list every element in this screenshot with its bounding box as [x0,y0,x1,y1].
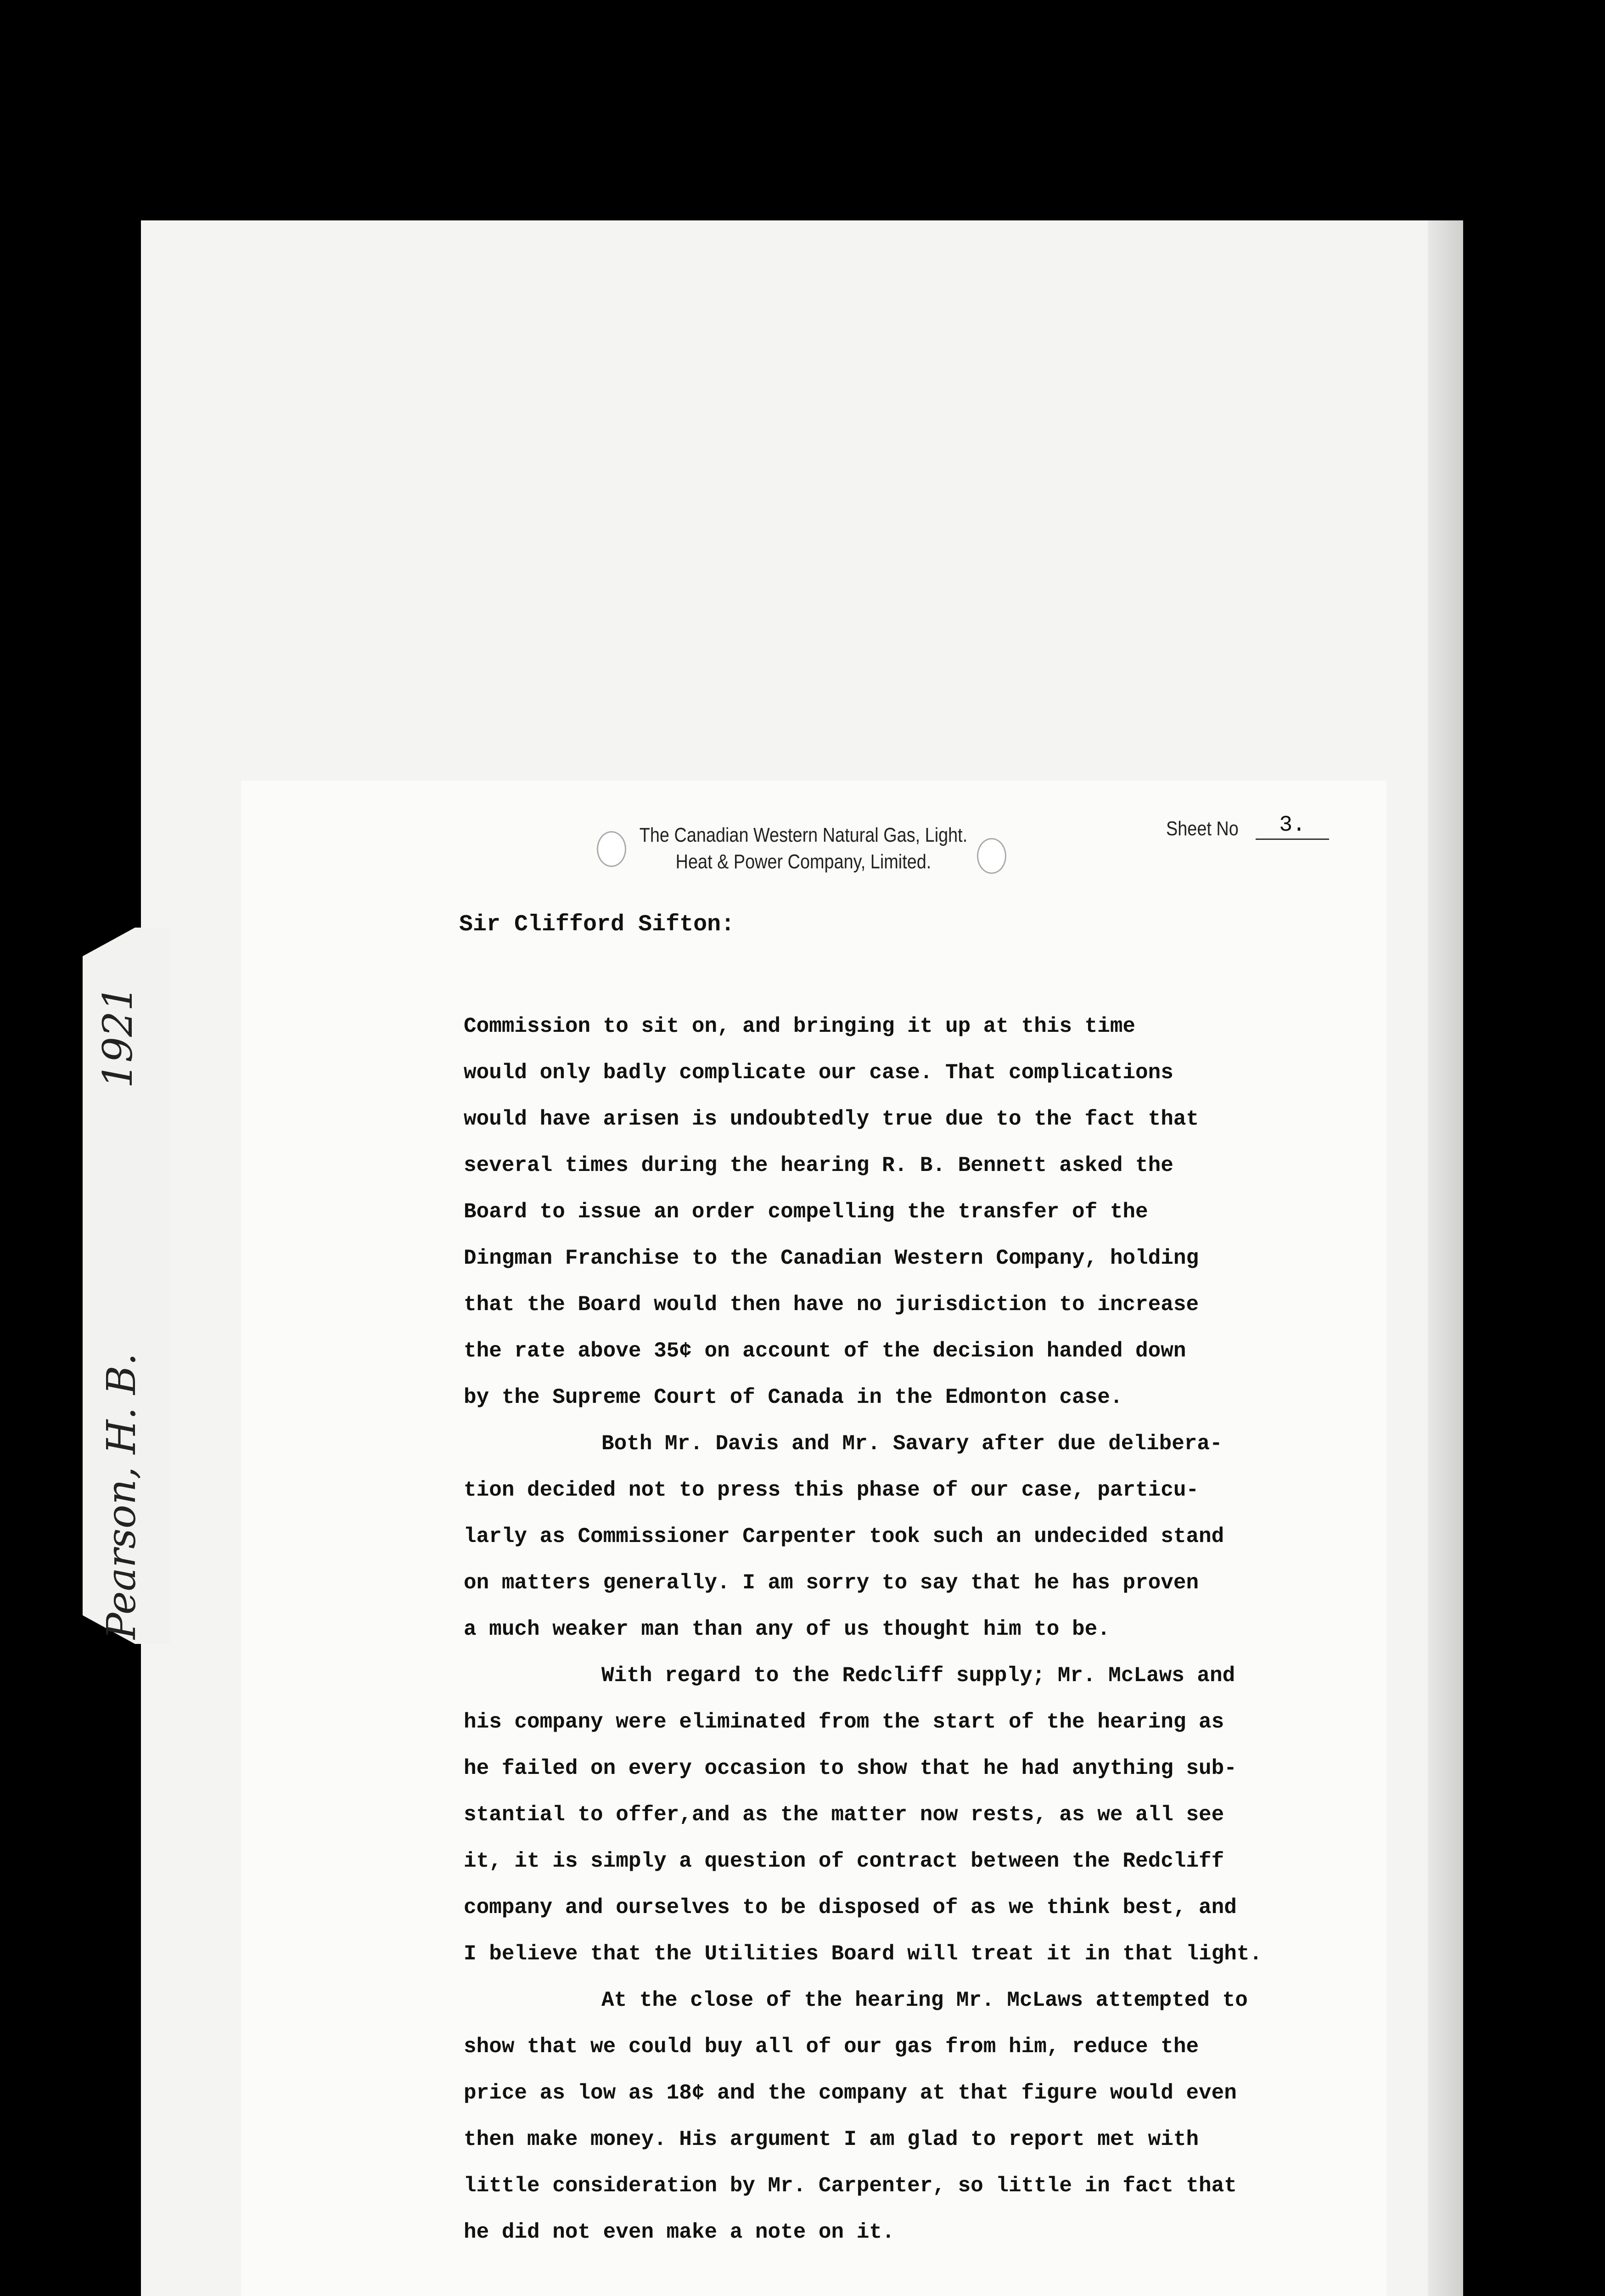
letter-line: that the Board would then have no jurisdiction to increase [464,1293,1199,1317]
letter-line: stantial to offer,and as the matter now rests, as we all see [464,1803,1224,1827]
letter-line: it, it is simply a question of contract between the Redcliff [464,1849,1224,1873]
letter-line: price as low as 18¢ and the company at that figure would even [464,2081,1237,2105]
letter-line: his company were eliminated from the start of the hearing as [464,1710,1224,1734]
margin-note-year: 1921 [94,985,141,1088]
letter-line: Commission to sit on, and bringing it up at this time [464,1014,1136,1038]
letter-line: on matters generally. I am sorry to say that he has proven [464,1571,1199,1595]
margin-note-name: Pearson, H. B. [99,1353,145,1639]
letter-body [464,1003,1364,2256]
letter-line: he did not even make a note on it. [464,2220,895,2244]
letterhead [626,822,981,875]
punch-hole-right [977,838,1006,874]
letter-line: would have arisen is undoubtedly true due to the fact that [464,1107,1199,1131]
letter-line: Dingman Franchise to the Canadian Western Company, holding [464,1246,1199,1270]
letter-line: Board to issue an order compelling the transfer of the [464,1200,1148,1224]
sheet-number-label: Sheet No [1166,817,1239,840]
letter-line: then make money. His argument I am glad to report met with [464,2127,1199,2151]
company-name-line-2: Heat & Power Company, Limited. [675,850,932,873]
letter-line: would only badly complicate our case. That complications [464,1061,1173,1085]
letter-line: little consideration by Mr. Carpenter, so little in fact that [464,2174,1237,2198]
letter-line: a much weaker man than any of us thought him to be. [464,1617,1110,1641]
letter-line: With regard to the Redcliff supply; Mr. McLaws and [601,1664,1235,1688]
salutation: Sir Clifford Sifton: [459,912,735,938]
letter-line: he failed on every occasion to show that he had anything sub- [464,1756,1237,1780]
letter-line: Both Mr. Davis and Mr. Savary after due delibera- [601,1432,1223,1456]
letter-line: company and ourselves to be disposed of as we think best, and [464,1896,1237,1919]
letter-line: tion decided not to press this phase of our case, particu- [464,1478,1199,1502]
letter-line: by the Supreme Court of Canada in the Edmonton case. [464,1385,1123,1409]
company-name-line-1: The Canadian Western Natural Gas, Light. [639,824,968,846]
punch-hole-left [597,831,626,867]
background-sheet-edge [1428,220,1463,2296]
letter-line: larly as Commissioner Carpenter took such an undecided stand [464,1525,1224,1548]
sheet-number: 3. [1256,813,1329,840]
letter-line: I believe that the Utilities Board will treat it in that light. [464,1942,1263,1966]
letter-line: the rate above 35¢ on account of the decision handed down [464,1339,1186,1363]
letter-line: show that we could buy all of our gas from him, reduce the [464,2035,1199,2059]
letter-line: At the close of the hearing Mr. McLaws attempted to [601,1988,1248,2012]
letter-line: several times during the hearing R. B. Bennett asked the [464,1154,1173,1177]
